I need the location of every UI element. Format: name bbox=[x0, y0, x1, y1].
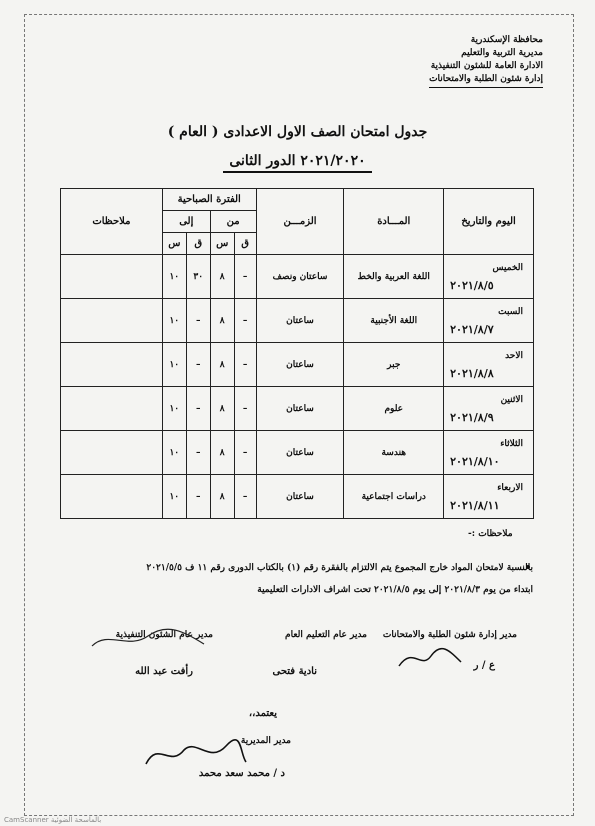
students-signer-title: مدير إدارة شئون الطلبة والامتحانات bbox=[382, 630, 517, 640]
to-hours-cell: ١٠ bbox=[162, 255, 186, 299]
col-day-header: اليوم والتاريخ bbox=[444, 189, 534, 255]
col-period-header: الفترة الصباحية bbox=[162, 189, 256, 211]
header-line: إدارة شئون الطلبة والامتحانات bbox=[429, 73, 543, 88]
to-minutes-cell: – bbox=[186, 299, 210, 343]
to-minutes-cell: – bbox=[186, 387, 210, 431]
notes-label: ملاحظات :- bbox=[468, 529, 513, 539]
day-cell bbox=[444, 387, 534, 431]
from-minutes-cell: – bbox=[234, 255, 256, 299]
col-duration-header: الزمـــن bbox=[256, 189, 344, 255]
table-row bbox=[61, 299, 534, 343]
subject-cell: علوم bbox=[344, 387, 444, 431]
from-minutes-cell: – bbox=[234, 387, 256, 431]
notes-cell bbox=[61, 299, 163, 343]
notes-line: ابتداء من يوم ٢٠٢١/٨/٣ إلى يوم ٢٠٢١/٨/٥ تحت اشراف الادارات التعليمية bbox=[257, 585, 533, 595]
notes-text bbox=[53, 557, 533, 601]
unit-minutes: ق bbox=[186, 233, 210, 255]
day-date: ٢٠٢١/٨/١٠ bbox=[450, 454, 500, 468]
notes-cell bbox=[61, 431, 163, 475]
approval-label: يعتمد،، bbox=[248, 708, 277, 719]
from-hours-cell: ٨ bbox=[210, 475, 234, 519]
to-minutes-cell: – bbox=[186, 343, 210, 387]
scanner-watermark: CamScanner بالماسحة الضوئية bbox=[4, 816, 102, 824]
notes-cell bbox=[61, 475, 163, 519]
duration-cell: ساعتان bbox=[256, 431, 344, 475]
col-subject-header: المـــادة bbox=[344, 189, 444, 255]
subject-cell: دراسات اجتماعية bbox=[344, 475, 444, 519]
col-notes-header: ملاحظات bbox=[61, 189, 163, 255]
duration-cell: ساعتان ونصف bbox=[256, 255, 344, 299]
from-hours-cell: ٨ bbox=[210, 299, 234, 343]
from-minutes-cell: – bbox=[234, 431, 256, 475]
subject-cell: جبر bbox=[344, 343, 444, 387]
from-minutes-cell: – bbox=[234, 475, 256, 519]
from-hours-cell: ٨ bbox=[210, 255, 234, 299]
day-date: ٢٠٢١/٨/٧ bbox=[450, 322, 494, 336]
duration-cell: ساعتان bbox=[256, 475, 344, 519]
subject-cell: اللغة العربية والخط bbox=[344, 255, 444, 299]
subject-cell: اللغة الأجنبية bbox=[344, 299, 444, 343]
table-row bbox=[61, 475, 534, 519]
duration-cell: ساعتان bbox=[256, 343, 344, 387]
day-cell bbox=[444, 475, 534, 519]
director-signature-icon bbox=[140, 734, 250, 774]
subtitle-text: ٢٠٢١/٢٠٢٠ الدور الثانى bbox=[223, 153, 371, 173]
students-signature-icon bbox=[395, 640, 465, 674]
unit-hours: س bbox=[210, 233, 234, 255]
subject-cell: هندسة bbox=[344, 431, 444, 475]
from-minutes-cell: – bbox=[234, 299, 256, 343]
table-row bbox=[61, 431, 534, 475]
students-signer-name: ع / ر bbox=[473, 660, 495, 671]
to-hours-cell: ١٠ bbox=[162, 387, 186, 431]
day-cell bbox=[444, 255, 534, 299]
director-name: د / محمد سعد محمد bbox=[198, 768, 285, 779]
duration-cell: ساعتان bbox=[256, 387, 344, 431]
to-minutes-cell: – bbox=[186, 431, 210, 475]
from-minutes-cell: – bbox=[234, 343, 256, 387]
day-date: ٢٠٢١/٨/٥ bbox=[450, 278, 494, 292]
day-cell bbox=[444, 343, 534, 387]
day-name: الاحد bbox=[505, 350, 523, 361]
day-name: الاثنين bbox=[500, 394, 523, 405]
director-title: مدير المديرية bbox=[240, 736, 291, 746]
notes-cell bbox=[61, 387, 163, 431]
day-date: ٢٠٢١/٨/٩ bbox=[450, 410, 494, 424]
document-subtitle bbox=[0, 153, 595, 169]
office-header bbox=[429, 34, 543, 88]
day-date: ٢٠٢١/٨/٨ bbox=[450, 366, 494, 380]
duration-cell: ساعتان bbox=[256, 299, 344, 343]
col-from-header: من bbox=[210, 211, 256, 233]
to-minutes-cell: – bbox=[186, 475, 210, 519]
unit-minutes: ق bbox=[234, 233, 256, 255]
to-hours-cell: ١٠ bbox=[162, 475, 186, 519]
to-hours-cell: ١٠ bbox=[162, 431, 186, 475]
table-row bbox=[61, 387, 534, 431]
from-hours-cell: ٨ bbox=[210, 343, 234, 387]
header-line: محافظة الإسكندرية bbox=[470, 35, 543, 45]
table-row bbox=[61, 255, 534, 299]
day-cell bbox=[444, 431, 534, 475]
notes-cell bbox=[61, 255, 163, 299]
header-row bbox=[61, 189, 534, 211]
exam-schedule-table bbox=[60, 188, 534, 519]
header-line: الادارة العامة للشئون التنفيذية bbox=[430, 61, 543, 71]
day-name: السبت bbox=[498, 306, 523, 317]
day-name: الثلاثاء bbox=[500, 438, 523, 449]
day-cell bbox=[444, 299, 534, 343]
day-date: ٢٠٢١/٨/١١ bbox=[450, 498, 500, 512]
to-hours-cell: ١٠ bbox=[162, 343, 186, 387]
document-title: جدول امتحان الصف الاول الاعدادى ( العام ) bbox=[167, 124, 428, 140]
day-name: الخميس bbox=[492, 262, 523, 273]
exec-signer-name: رأفت عبد الله bbox=[135, 666, 193, 677]
to-hours-cell: ١٠ bbox=[162, 299, 186, 343]
to-minutes-cell: ٣٠ bbox=[186, 255, 210, 299]
unit-hours: س bbox=[162, 233, 186, 255]
table-row bbox=[61, 343, 534, 387]
from-hours-cell: ٨ bbox=[210, 387, 234, 431]
general-edu-signer-name: نادية فتحى bbox=[272, 666, 317, 677]
notes-cell bbox=[61, 343, 163, 387]
exec-signature-icon bbox=[88, 626, 208, 656]
col-to-header: إلى bbox=[162, 211, 210, 233]
from-hours-cell: ٨ bbox=[210, 431, 234, 475]
exec-signer-title: مدير عام الشئون التنفيذية bbox=[115, 630, 213, 640]
day-name: الاربعاء bbox=[497, 482, 523, 493]
general-edu-signer-title: مدير عام التعليم العام bbox=[285, 630, 367, 640]
notes-line: بالنسبة لامتحان المواد خارج المجموع يتم الالتزام بالفقرة رقم (١) بالكتاب الدورى رقم ١١ ف ٢٠٢١/٥/٥ bbox=[146, 563, 533, 573]
header-line: مديرية التربية والتعليم bbox=[461, 48, 543, 58]
